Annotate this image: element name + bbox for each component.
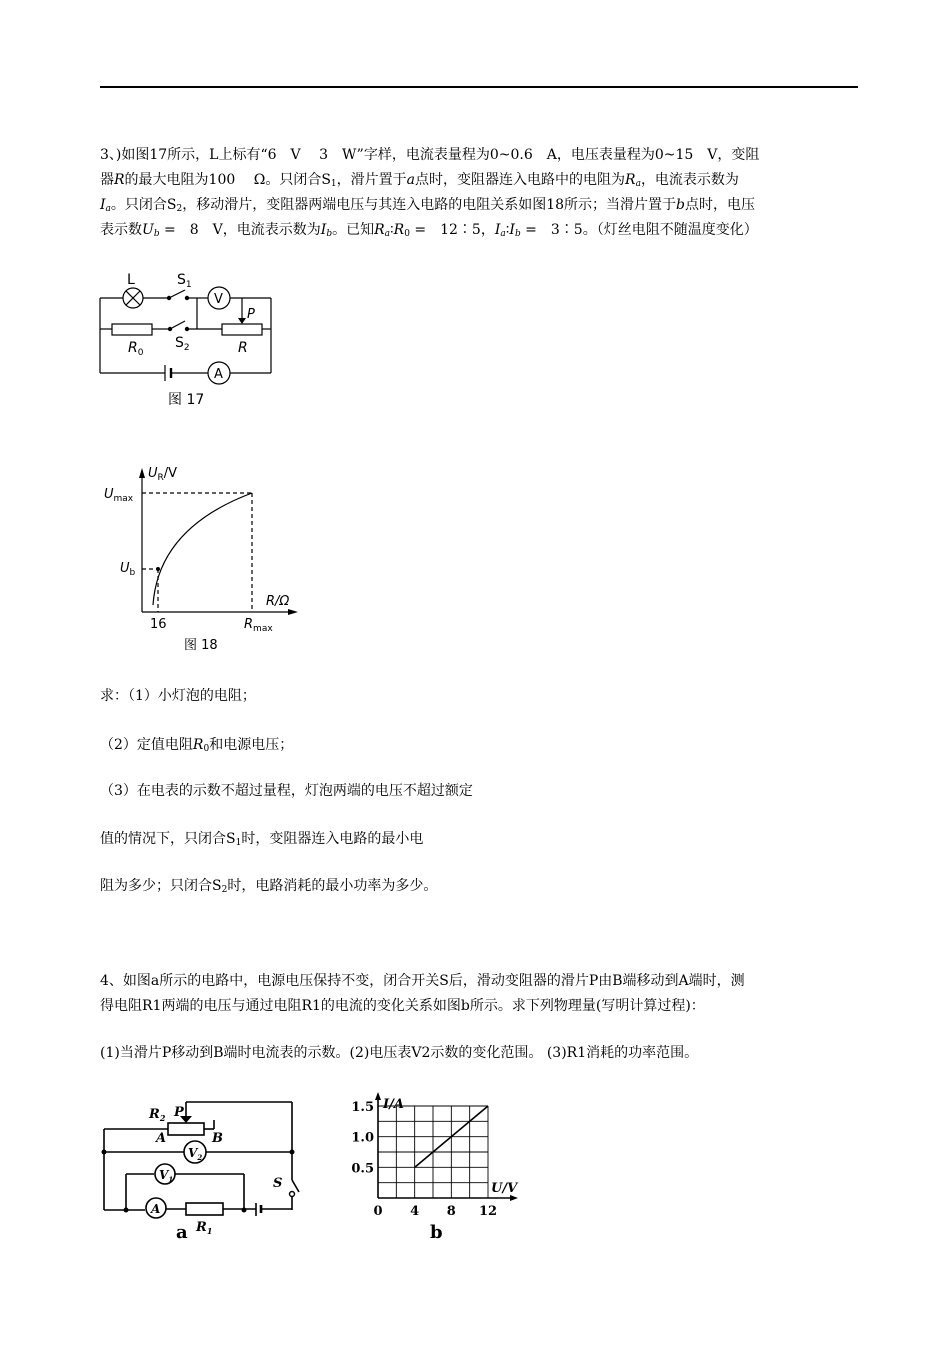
x-axis-label: R/Ω: [266, 594, 290, 609]
q3-line-4: 表示数$U_b$ = 8 V，电流表示数为$I_b$。已知$R_a∶R_0$ = 12∶5，$I_a∶I_b$ = 3∶5。（灯丝电阻不随温度变化）: [100, 222, 758, 239]
x-tick-label: 8: [446, 1204, 456, 1219]
q3-question-3-line-3: 阻为多少；只闭合$S_2$时，电路消耗的最小功率为多少。: [100, 878, 438, 895]
rmax-label: $R_{max}$: [244, 617, 273, 634]
q3-line-3: $I_a$。只闭合$S_2$，移动滑片，变阻器两端电压与其连入电路的电阻关系如图18所示；当滑片置于b点时，电压: [100, 197, 756, 214]
q4-line-3: (1)当滑片P移动到B端时电流表的示数。(2)电压表V2示数的变化范围。 (3)R1消耗的功率范围。: [100, 1045, 699, 1061]
q3-line-1: 3、)如图17所示，L上标有“6 V 3 W”字样，电流表量程为0~0.6 A，电压表量程为0~15 V，变阻: [100, 147, 760, 163]
figure-b-graph: [350, 1092, 530, 1242]
q4-line-2: 得电阻R1两端的电压与通过电阻R1的电流的变化关系如图b所示。求下列物理量(写明计算过程)：: [100, 998, 705, 1014]
end-a-label: A: [156, 1131, 167, 1146]
s2-label: $S_2$: [175, 335, 190, 353]
y-tick-label: 1.0: [351, 1130, 374, 1146]
slider-p-label: P: [174, 1105, 184, 1120]
y-tick-label: 1.5: [351, 1100, 374, 1115]
umax-label: $U_{max}$: [104, 487, 134, 504]
voltmeter-label: V: [214, 292, 223, 307]
x-tick-label: 12: [478, 1204, 498, 1219]
r2-label: $R_2$: [149, 1107, 166, 1123]
figure-17-circuit: [95, 266, 285, 411]
slider-p-label: P: [247, 307, 255, 322]
x-tick-label: 0: [373, 1204, 383, 1219]
switch-s-label: S: [273, 1176, 283, 1191]
q3-question-2: （2）定值电阻$R_0$和电源电压；: [100, 737, 294, 754]
ur-curve: [153, 493, 252, 605]
figure-a-circuit: [96, 1092, 306, 1244]
q3-question-3-line-2: 值的情况下，只闭合$S_1$时，变阻器连入电路的最小电: [100, 831, 424, 848]
q3-question-3-line-1: （3）在电表的示数不超过量程，灯泡两端的电压不超过额定: [100, 783, 473, 799]
ammeter-label: A: [214, 367, 223, 382]
r0-label: $R_0$: [128, 340, 144, 358]
figure-a-caption: a: [176, 1222, 188, 1243]
x-axis-label: U/V: [491, 1181, 518, 1196]
y-tick-label: 0.5: [351, 1161, 374, 1177]
y-axis-label: $U_R/V$: [148, 466, 178, 483]
ub-label: $U_b$: [120, 561, 136, 578]
s1-label: $S_1$: [177, 272, 192, 290]
r1-label: $R_1$: [196, 1220, 213, 1236]
q3-question-1: 求：（1）小灯泡的电阻；: [100, 688, 256, 704]
header-rule: [100, 86, 858, 88]
lamp-label: L: [127, 272, 135, 288]
x-tick-16: 16: [150, 617, 167, 632]
v1-label: $V_1$: [159, 1168, 174, 1184]
figure-17-caption: 图 17: [168, 392, 205, 408]
q4-line-1: 4、如图a所示的电路中，电源电压保持不变，闭合开关S后，滑动变阻器的滑片P由B端移动到A端时，测: [100, 973, 745, 989]
figure-b-caption: b: [430, 1222, 443, 1243]
v2-label: $V_2$: [188, 1146, 203, 1162]
r-label: R: [238, 340, 248, 356]
x-tick-label: 4: [410, 1204, 420, 1219]
ammeter-label: A: [151, 1202, 161, 1216]
figure-18-caption: 图 18: [184, 638, 218, 653]
figure-18-graph: [100, 462, 320, 662]
q3-line-2: 器R的最大电阻为100 Ω。只闭合$S_1$，滑片置于a点时，变阻器连入电路中的电阻为$R_a$，电流表示数为: [100, 172, 739, 189]
y-axis-label: I/A: [383, 1097, 404, 1112]
end-b-label: B: [212, 1131, 223, 1146]
